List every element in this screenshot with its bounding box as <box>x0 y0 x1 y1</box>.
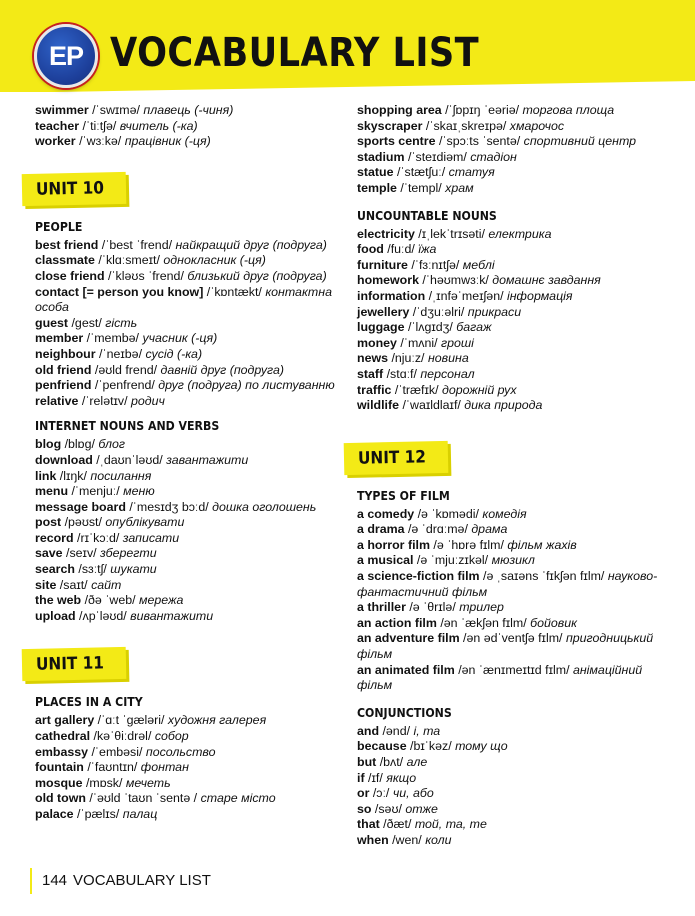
vocab-pronunciation: /ˈdʒuːəlri/ <box>409 304 468 319</box>
vocab-pronunciation: /stɑːf/ <box>383 366 421 381</box>
vocab-pronunciation: /blɒg/ <box>61 437 99 452</box>
vocab-translation: домашнє завдання <box>492 273 601 288</box>
vocab-word: site <box>35 577 57 592</box>
vocab-pronunciation: /ˈpælɪs/ <box>73 807 123 821</box>
list-places-cont <box>357 103 677 197</box>
vocab-translation: опублікувати <box>105 515 185 530</box>
vocab-pronunciation: /əʊld frend/ <box>91 362 161 377</box>
vocab-pronunciation: /ˈspɔːts ˈsentə/ <box>435 134 524 149</box>
vocab-word: swimmer <box>35 103 89 117</box>
vocab-entry <box>357 320 677 336</box>
vocab-pronunciation: /njuːz/ <box>388 351 428 366</box>
vocab-translation: посилання <box>90 468 152 483</box>
vocab-pronunciation: /ʌpˈləʊd/ <box>75 608 131 623</box>
vocab-entry <box>35 316 343 332</box>
unit-12-badge: UNIT 12 <box>344 441 448 475</box>
vocab-translation: меблі <box>462 257 495 272</box>
list-films <box>357 507 677 694</box>
list-places <box>35 713 343 822</box>
vocab-translation: інформація <box>506 288 573 303</box>
vocab-word: search <box>35 562 75 577</box>
vocab-translation: найкращий друг (подруга) <box>175 237 327 252</box>
vocab-entry <box>35 531 343 547</box>
vocab-pronunciation: /lɪŋk/ <box>56 468 91 483</box>
vocab-entry <box>357 103 677 119</box>
vocab-word: skyscraper <box>357 118 423 133</box>
vocab-pronunciation: /ˈklɑːsmeɪt/ <box>94 253 164 268</box>
vocab-entry <box>35 347 343 363</box>
list-uncountable <box>357 227 677 414</box>
vocab-word: old friend <box>35 362 92 377</box>
vocab-translation: шукати <box>110 562 157 577</box>
vocab-entry <box>357 755 677 771</box>
vocab-translation: учасник (-ця) <box>142 331 218 346</box>
vocab-translation: давній друг (подруга) <box>160 362 285 377</box>
vocab-pronunciation: /ðæt/ <box>379 817 415 832</box>
list-people <box>35 238 343 410</box>
vocab-word: relative <box>35 393 79 408</box>
vocab-pronunciation: /ɪf/ <box>364 770 387 785</box>
vocab-word: post <box>35 515 62 530</box>
vocab-entry <box>35 134 343 150</box>
vocab-entry <box>357 134 677 150</box>
vocab-word: guest <box>35 315 69 330</box>
vocab-translation: персонал <box>420 366 475 381</box>
vocab-entry <box>35 609 343 625</box>
footer-label: VOCABULARY LIST <box>73 872 211 889</box>
vocab-translation: дошка оголошень <box>212 499 317 514</box>
vocab-pronunciation: /səʊ/ <box>371 801 406 816</box>
vocab-pronunciation: /ˈpenfrend/ <box>91 378 159 393</box>
vocab-entry <box>357 600 677 616</box>
vocab-entry <box>35 269 343 285</box>
vocab-translation: працівник (-ця) <box>124 134 211 149</box>
vocab-word: blog <box>35 437 62 452</box>
vocab-translation: художня галерея <box>167 713 267 728</box>
vocab-word: penfriend <box>35 378 92 393</box>
vocab-entry <box>35 331 343 347</box>
vocab-entry <box>357 289 677 305</box>
vocab-pronunciation: /ˈembəsi/ <box>88 744 146 759</box>
vocab-pronunciation: /kəˈθiːdrəl/ <box>90 729 155 744</box>
vocab-pronunciation: /ə ˈdrɑːmə/ <box>404 522 472 537</box>
vocab-pronunciation: /ˈtiːtʃə/ <box>79 118 120 133</box>
vocab-word: neighbour <box>35 346 96 361</box>
vocab-word: staff <box>357 366 384 381</box>
vocab-word: homework <box>357 273 419 288</box>
vocab-entry <box>35 515 343 531</box>
vocab-word: an animated film <box>357 662 455 677</box>
vocab-word: furniture <box>357 257 408 272</box>
vocab-entry <box>35 253 343 269</box>
vocab-word: classmate <box>35 253 95 268</box>
vocab-translation: коли <box>425 832 452 847</box>
vocab-translation: сайт <box>91 577 122 592</box>
vocab-entry <box>35 119 343 135</box>
vocab-word: best friend <box>35 237 99 252</box>
vocab-entry <box>35 807 343 823</box>
vocab-word: a musical <box>357 553 414 568</box>
vocab-translation: фонтан <box>140 760 189 775</box>
vocab-entry <box>35 562 343 578</box>
vocab-entry <box>357 336 677 352</box>
vocab-entry <box>357 553 677 569</box>
vocab-word: close friend <box>35 268 105 283</box>
vocab-pronunciation: /ənd/ <box>379 723 414 738</box>
vocab-entry <box>35 776 343 792</box>
vocab-entry <box>357 150 677 166</box>
vocab-pronunciation: /ˈkɒntækt/ <box>203 284 266 299</box>
vocab-word: an action film <box>357 615 437 630</box>
vocab-pronunciation: /ˈmesɪdʒ bɔːd/ <box>125 499 213 514</box>
vocab-pronunciation: /ˈmʌni/ <box>396 335 441 350</box>
vocab-entry <box>357 817 677 833</box>
vocab-translation: і, та <box>413 723 441 738</box>
vocab-entry <box>35 593 343 609</box>
vocab-pronunciation: /saɪt/ <box>56 577 92 592</box>
section-heading-internet: INTERNET NOUNS AND VERBS <box>35 419 220 434</box>
vocab-translation: отже <box>405 801 438 816</box>
vocab-word: wildlife <box>357 398 399 413</box>
vocab-entry <box>35 378 343 394</box>
vocab-entry <box>357 398 677 414</box>
vocab-word: if <box>357 770 365 785</box>
vocab-word: when <box>357 832 389 847</box>
vocab-entry <box>357 507 677 523</box>
vocab-entry <box>357 616 677 632</box>
vocab-translation: контактна особа <box>35 284 332 315</box>
vocab-word: a thriller <box>357 600 406 615</box>
vocab-translation: комедія <box>482 506 527 521</box>
vocab-word: contact [= person you know] <box>35 284 204 299</box>
vocab-pronunciation: /sɜːtʃ/ <box>74 562 111 577</box>
vocab-translation: якщо <box>386 770 417 785</box>
unit-10-badge: UNIT 10 <box>22 172 126 206</box>
vocab-pronunciation: /ˈhəʊmwɜːk/ <box>418 273 493 288</box>
section-heading-places: PLACES IN A CITY <box>35 695 143 710</box>
vocab-entry <box>35 578 343 594</box>
vocab-pronunciation: /ə ˈθrɪlə/ <box>405 600 460 615</box>
vocab-translation: палац <box>122 807 158 821</box>
vocab-word: electricity <box>357 226 415 241</box>
page-title: VOCABULARY LIST <box>110 30 480 76</box>
vocab-translation: стадіон <box>470 149 517 164</box>
vocab-translation: новина <box>427 351 469 366</box>
vocab-word: a horror film <box>357 537 430 552</box>
vocab-pronunciation: /gest/ <box>68 315 106 330</box>
vocab-entry <box>357 663 677 694</box>
vocab-entry <box>357 724 677 740</box>
right-column <box>357 103 677 849</box>
vocab-pronunciation: /ə ˈkɒmədi/ <box>414 506 483 521</box>
vocab-word: download <box>35 452 93 467</box>
section-heading-film: TYPES OF FILM <box>357 488 450 503</box>
vocab-translation: дика природа <box>464 398 543 413</box>
vocab-entry <box>35 484 343 500</box>
vocab-entry <box>35 546 343 562</box>
vocab-pronunciation: /ˈskaɪˌskreɪpə/ <box>422 118 510 133</box>
vocab-word: a comedy <box>357 506 415 521</box>
vocab-pronunciation: /wen/ <box>388 832 426 847</box>
vocab-word: record <box>35 530 74 545</box>
vocab-translation: храм <box>445 180 474 195</box>
vocab-pronunciation: /rɪˈkɔːd/ <box>73 530 123 545</box>
section-heading-uncountable: UNCOUNTABLE NOUNS <box>357 208 497 223</box>
vocab-word: embassy <box>35 744 89 759</box>
list-left-top <box>35 103 343 150</box>
vocab-entry <box>35 729 343 745</box>
vocab-word: worker <box>35 134 76 149</box>
vocab-pronunciation: /ə ˈhɒrə fɪlm/ <box>429 537 508 552</box>
vocab-entry <box>35 791 343 807</box>
vocab-entry <box>357 165 677 181</box>
vocab-word: fountain <box>35 760 84 775</box>
vocab-word: sports centre <box>357 134 436 149</box>
vocab-entry <box>35 469 343 485</box>
vocab-translation: собор <box>154 729 189 744</box>
vocab-word: an adventure film <box>357 631 460 646</box>
vocab-entry <box>35 363 343 379</box>
vocab-entry <box>357 786 677 802</box>
vocab-entry <box>35 103 343 119</box>
vocab-word: or <box>357 786 370 801</box>
vocab-entry <box>357 367 677 383</box>
left-column <box>35 103 343 823</box>
vocab-translation: близький друг (подруга) <box>187 268 327 283</box>
vocab-pronunciation: /ˈlʌgɪdʒ/ <box>404 320 457 335</box>
vocab-pronunciation: /ˈrelətɪv/ <box>78 393 132 408</box>
vocab-translation: спортивний центр <box>523 134 637 149</box>
section-heading-people: PEOPLE <box>35 219 83 234</box>
vocab-translation: але <box>406 755 428 769</box>
vocab-entry <box>357 771 677 787</box>
vocab-translation: драма <box>471 522 508 537</box>
vocab-pronunciation: /ɪˌlekˈtrɪsəti/ <box>414 226 489 241</box>
vocab-translation: мережа <box>139 593 184 608</box>
vocab-pronunciation: /ə ˌsaɪəns ˈfɪkʃən fɪlm/ <box>479 569 608 584</box>
vocab-word: because <box>357 739 407 754</box>
vocab-entry <box>357 119 677 135</box>
vocab-pronunciation: /ən ədˈventʃə fɪlm/ <box>459 631 566 646</box>
vocab-pronunciation: /ˈʃɒpɪŋ ˈeəriə/ <box>441 103 523 117</box>
vocab-translation: електрика <box>488 226 552 241</box>
vocab-pronunciation: /ən ˈækʃən fɪlm/ <box>436 615 531 630</box>
vocab-translation: посольство <box>145 744 216 759</box>
vocab-word: save <box>35 546 63 561</box>
vocab-word: but <box>357 755 377 769</box>
vocab-word: and <box>357 723 380 738</box>
vocab-entry <box>35 285 343 316</box>
vocab-translation: мюзикл <box>491 553 535 568</box>
vocab-word: a science-fiction film <box>357 569 480 584</box>
vocab-translation: плавець (-чиня) <box>143 103 234 117</box>
vocab-pronunciation: /ɔː/ <box>369 786 393 801</box>
vocab-translation: друг (подруга) по листуванню <box>158 378 335 393</box>
vocab-translation: вчитель (-ка) <box>119 118 198 133</box>
vocab-entry <box>35 745 343 761</box>
vocab-entry <box>357 802 677 818</box>
vocab-translation: фільм жахів <box>507 537 577 552</box>
ep-logo: EP <box>34 24 98 88</box>
vocab-word: traffic <box>357 382 392 397</box>
page-footer <box>30 868 330 894</box>
vocab-word: jewellery <box>357 304 410 319</box>
vocab-entry <box>35 713 343 729</box>
vocab-translation: меню <box>123 484 155 499</box>
vocab-pronunciation: /ˈkləʊs ˈfrend/ <box>104 268 188 283</box>
vocab-entry <box>357 351 677 367</box>
vocab-translation: бойовик <box>530 615 577 630</box>
vocab-translation: пригодницький фільм <box>357 631 654 662</box>
vocab-word: luggage <box>357 320 405 335</box>
vocab-entry <box>357 242 677 258</box>
vocab-word: old town <box>35 791 86 806</box>
vocab-word: information <box>357 288 426 303</box>
vocab-translation: той, та, те <box>414 817 487 832</box>
list-internet <box>35 437 343 624</box>
vocab-word: link <box>35 468 57 483</box>
vocab-pronunciation: /ðə ˈweb/ <box>81 593 139 608</box>
vocab-entry <box>35 394 343 410</box>
vocab-word: mosque <box>35 775 83 790</box>
vocab-translation: блог <box>98 437 126 452</box>
vocab-pronunciation: /ˈwɜːkə/ <box>75 134 125 149</box>
vocab-translation: родич <box>131 393 165 408</box>
vocab-entry <box>357 833 677 849</box>
vocab-entry <box>357 273 677 289</box>
vocab-entry <box>357 181 677 197</box>
vocab-translation: їжа <box>418 242 437 257</box>
vocab-pronunciation: /ən ˈænɪmeɪtɪd fɪlm/ <box>454 662 573 677</box>
vocab-translation: багаж <box>456 320 492 335</box>
vocab-pronunciation: /ˈstætʃuː/ <box>393 165 449 180</box>
vocab-word: shopping area <box>357 103 442 117</box>
vocab-translation: статуя <box>448 165 495 180</box>
vocab-word: upload <box>35 608 76 623</box>
vocab-pronunciation: /ˌɪnfəˈmeɪʃən/ <box>425 288 507 303</box>
vocab-translation: зберегти <box>100 546 157 561</box>
vocab-pronunciation: /ˈbest ˈfrend/ <box>98 237 176 252</box>
vocab-pronunciation: /ˈəʊld ˈtaʊn ˈsentə / <box>85 791 201 806</box>
vocab-entry <box>357 227 677 243</box>
vocab-translation: вивантажити <box>130 608 214 623</box>
vocab-pronunciation: /ˈɑːt ˈgæləri/ <box>94 713 168 728</box>
vocab-word: money <box>357 335 397 350</box>
vocab-entry <box>35 500 343 516</box>
vocab-translation: мечеть <box>125 775 171 790</box>
vocab-translation: однокласник (-ця) <box>163 253 266 268</box>
vocab-word: menu <box>35 484 69 499</box>
vocab-word: so <box>357 801 372 816</box>
vocab-word: temple <box>357 180 397 195</box>
list-conjunctions <box>357 724 677 849</box>
section-heading-conjunctions: CONJUNCTIONS <box>357 705 452 720</box>
vocab-pronunciation: /seɪv/ <box>62 546 101 561</box>
vocab-pronunciation: /ˈtempl/ <box>396 180 446 195</box>
vocab-pronunciation: /bʌt/ <box>376 755 407 769</box>
vocab-translation: завантажити <box>166 452 249 467</box>
vocab-pronunciation: /ˌdaʊnˈləʊd/ <box>92 452 167 467</box>
vocab-entry <box>35 437 343 453</box>
vocab-word: art gallery <box>35 713 95 728</box>
vocab-translation: науково-фантастичний фільм <box>357 569 658 599</box>
vocab-pronunciation: /ˈfaʊntɪn/ <box>83 760 141 775</box>
vocab-word: stadium <box>357 149 405 164</box>
vocab-pronunciation: /ˈswɪmə/ <box>88 103 144 117</box>
vocab-word: message board <box>35 499 126 514</box>
vocab-word: cathedral <box>35 729 91 744</box>
vocab-pronunciation: /ˈtræfɪk/ <box>391 382 442 397</box>
vocab-translation: записати <box>122 530 180 545</box>
vocab-entry <box>357 522 677 538</box>
vocab-translation: дорожній рух <box>441 382 517 397</box>
vocab-pronunciation: /fuːd/ <box>383 242 419 257</box>
vocab-translation: трилер <box>459 600 504 615</box>
vocab-translation: тому що <box>455 739 508 754</box>
vocab-pronunciation: /ˈsteɪdiəm/ <box>404 149 471 164</box>
vocab-word: teacher <box>35 118 80 133</box>
vocab-pronunciation: /ˈmembə/ <box>83 331 143 346</box>
vocab-pronunciation: /mɒsk/ <box>82 775 126 790</box>
vocab-translation: чи, або <box>392 786 434 801</box>
vocab-translation: прикраси <box>467 304 522 319</box>
unit-11-badge: UNIT 11 <box>22 647 126 681</box>
page-number: 144 <box>42 872 68 889</box>
vocab-translation: анімаційний фільм <box>357 662 643 693</box>
vocab-pronunciation: /bɪˈkəz/ <box>406 739 456 754</box>
vocab-translation: хмарочос <box>509 118 565 133</box>
vocab-word: member <box>35 331 84 346</box>
vocab-translation: старе місто <box>200 791 276 806</box>
vocab-translation: гроші <box>441 335 474 350</box>
vocab-entry <box>357 569 677 600</box>
vocab-pronunciation: /ə ˈmjuːzɪkəl/ <box>413 553 492 568</box>
vocab-pronunciation: /ˈfɜːnɪtʃə/ <box>407 257 463 272</box>
vocab-translation: торгова площа <box>522 103 615 117</box>
vocab-word: palace <box>35 807 74 821</box>
vocab-word: statue <box>357 165 394 180</box>
vocab-word: a drama <box>357 522 405 537</box>
vocab-entry <box>35 238 343 254</box>
vocab-pronunciation: /ˈmenjuː/ <box>68 484 124 499</box>
vocab-entry <box>357 383 677 399</box>
vocab-pronunciation: /ˈneɪbə/ <box>95 346 146 361</box>
vocab-pronunciation: /pəʊst/ <box>61 515 106 530</box>
vocab-word: news <box>357 351 388 366</box>
vocab-entry <box>357 538 677 554</box>
vocab-pronunciation: /ˈwaɪldlaɪf/ <box>399 398 465 413</box>
vocab-entry <box>35 453 343 469</box>
vocab-entry <box>357 305 677 321</box>
vocab-word: food <box>357 242 384 257</box>
vocab-word: that <box>357 817 380 832</box>
vocab-translation: гість <box>105 315 138 330</box>
vocab-word: the web <box>35 593 82 608</box>
vocab-entry <box>357 631 677 662</box>
vocab-entry <box>357 258 677 274</box>
vocab-entry <box>35 760 343 776</box>
vocab-translation: сусід (-ка) <box>145 346 203 361</box>
vocab-entry <box>357 739 677 755</box>
